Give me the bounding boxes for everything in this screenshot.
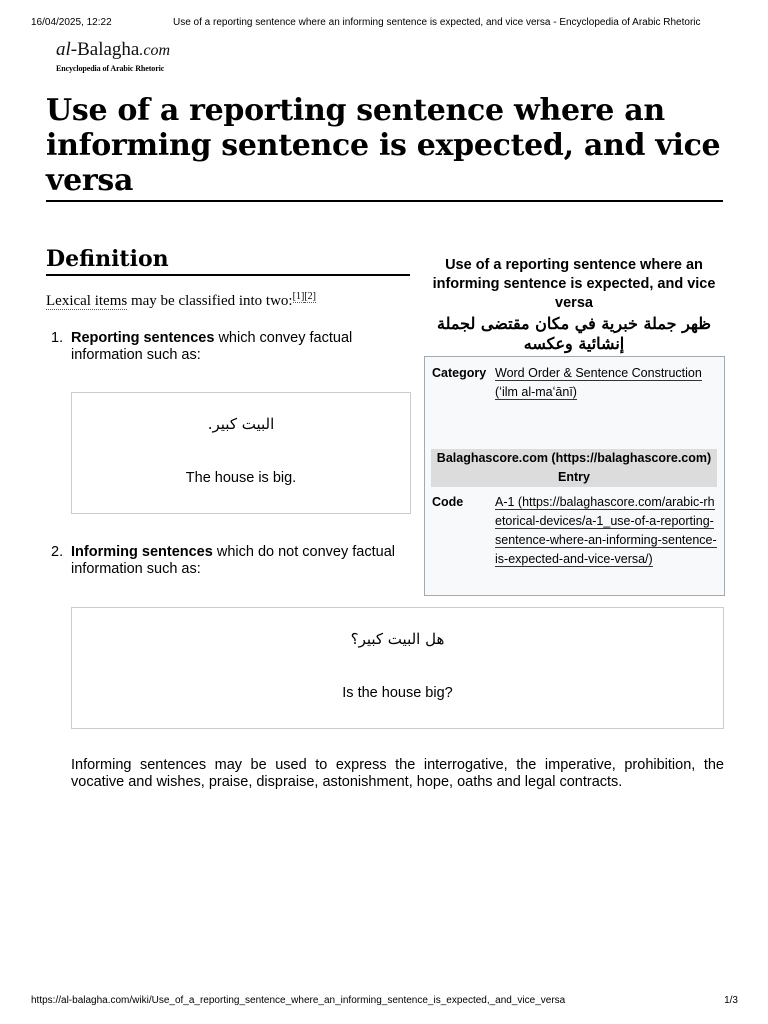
logo-tagline: Encyclopedia of Arabic Rhetoric (56, 64, 165, 73)
site-logo[interactable] (56, 40, 176, 73)
print-header (31, 17, 738, 31)
definition-divider (46, 274, 410, 276)
print-page-number: 1/3 (724, 995, 738, 1006)
print-date: 16/04/2025, 12:22 (31, 17, 112, 28)
list-item-text: which do not convey factual information such as: (71, 544, 395, 577)
balaghascore-entry-header: Balaghascore.com (https://balaghascore.com) Entry (431, 449, 717, 487)
example-arabic: البيت كبير. (207, 415, 275, 433)
logo-suffix: .com (139, 42, 171, 59)
definition-intro (46, 291, 316, 311)
code-label: Code (432, 495, 464, 509)
definition-heading: Definition (46, 246, 169, 272)
infobox (424, 356, 725, 596)
category-translit: (ʻilm al-maʻānī) (495, 385, 577, 399)
list-item-text: which convey factual information such as: (71, 330, 353, 363)
logo-name: Balagha (77, 39, 140, 60)
category-value (495, 364, 717, 402)
intro-text: may be classified into two: (127, 293, 293, 309)
code-link[interactable]: A-1 (https://balaghascore.com/arabic-rhetorical-devices/a-1_use-of-a-reporting-sentence-where-an-informing-sentence-is-expected-and-vice-versa/) (495, 495, 717, 566)
title-divider (46, 200, 723, 202)
list-number: 1. (51, 330, 64, 346)
code-value (495, 493, 717, 569)
example-english: Is the house big? (342, 685, 453, 701)
reference-2-link[interactable]: [2] (304, 291, 316, 302)
list-number: 2. (51, 544, 64, 560)
example-arabic: هل البيت كبير؟ (350, 630, 445, 648)
reference-1-link[interactable]: [1] (292, 291, 305, 302)
logo-wordmark[interactable] (56, 40, 176, 61)
term-informing-sentences: Informing sentences (71, 544, 213, 560)
infobox-arabic-title: ظهر جملة خبرية في مكان مقتضى لجملة إنشائية وعكسه (437, 314, 711, 353)
category-label: Category (432, 366, 487, 380)
term-reporting-sentences: Reporting sentences (71, 330, 215, 346)
print-url: https://al-balagha.com/wiki/Use_of_a_reporting_sentence_where_an_informing_sentence_is_expected,_and_vice_versa (31, 995, 566, 1006)
category-link[interactable]: Word Order & Sentence Construction (495, 366, 702, 380)
print-page-title: Use of a reporting sentence where an informing sentence is expected, and vice versa - Encyclopedia of Arabic Rhetoric (173, 17, 701, 28)
list-item-reporting (51, 330, 406, 364)
logo-prefix: al- (56, 39, 78, 60)
print-footer (31, 995, 738, 1009)
example-box-reporting (71, 392, 411, 514)
closing-paragraph: Informing sentences may be used to express the interrogative, the imperative, prohibition, the vocative and wishes, praise, dispraise, astonishment, hope, oaths and legal contracts. (71, 757, 724, 790)
list-item-informing (51, 544, 406, 578)
lexical-items-link[interactable]: Lexical items (46, 293, 128, 309)
example-box-informing (71, 607, 724, 729)
page-title: Use of a reporting sentence where an informing sentence is expected, and vice versa (46, 93, 721, 198)
infobox-title: Use of a reporting sentence where an informing sentence is expected, and vice versa (432, 257, 716, 311)
example-english: The house is big. (185, 470, 297, 486)
